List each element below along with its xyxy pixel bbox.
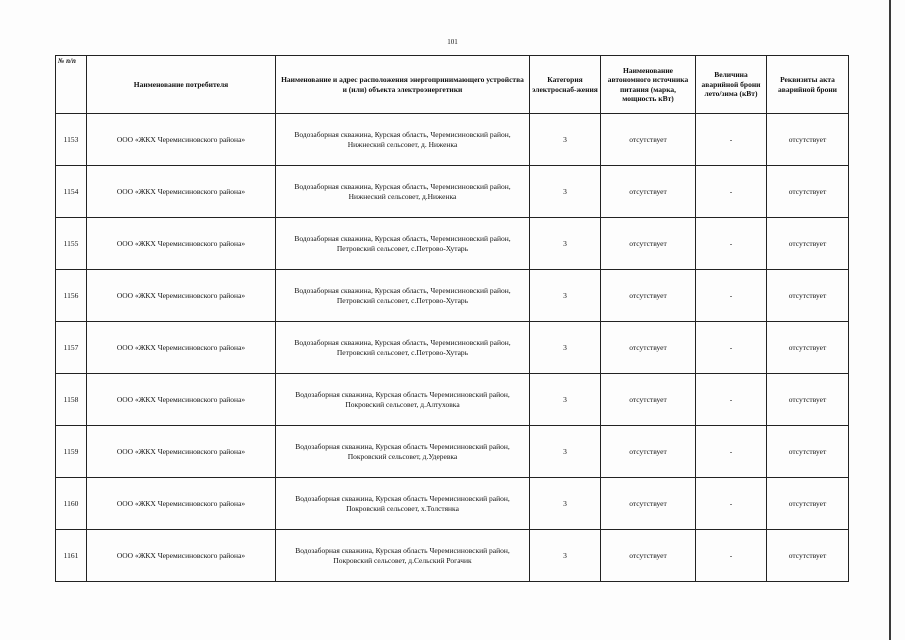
table-row	[56, 218, 849, 270]
cell-consumer: ООО «ЖКХ Черемисиновского района»	[87, 426, 276, 478]
cell-category: 3	[530, 530, 601, 582]
cell-source: отсутствует	[601, 114, 696, 166]
cell-category: 3	[530, 478, 601, 530]
cell-object: Водозаборная скважина, Курская область Черемисиновский район, Покровский сельсовет, д.Удеревка	[276, 426, 530, 478]
cell-source: отсутствует	[601, 530, 696, 582]
cell-reserve: -	[696, 530, 767, 582]
cell-reserve: -	[696, 218, 767, 270]
cell-object: Водозаборная скважина, Курская область, Черемисиновский район, Петровский сельсовет, с.Петрово-Хутарь	[276, 270, 530, 322]
table-row	[56, 478, 849, 530]
cell-act: отсутствует	[767, 374, 849, 426]
cell-num: 1158	[56, 374, 87, 426]
header-source: Наименование автономного источника питания (марка, мощность кВт)	[601, 56, 696, 114]
cell-object: Водозаборная скважина, Курская область Черемисиновский район, Покровский сельсовет, х.Толстянка	[276, 478, 530, 530]
cell-act: отсутствует	[767, 530, 849, 582]
cell-source: отсутствует	[601, 426, 696, 478]
table-row	[56, 426, 849, 478]
cell-num: 1157	[56, 322, 87, 374]
cell-consumer: ООО «ЖКХ Черемисиновского района»	[87, 374, 276, 426]
cell-reserve: -	[696, 478, 767, 530]
cell-act: отсутствует	[767, 270, 849, 322]
cell-source: отсутствует	[601, 270, 696, 322]
cell-act: отсутствует	[767, 166, 849, 218]
header-reserve: Величина аварийной брони лето/зима (кВт)	[696, 56, 767, 114]
cell-category: 3	[530, 114, 601, 166]
cell-reserve: -	[696, 374, 767, 426]
table-row	[56, 374, 849, 426]
cell-source: отсутствует	[601, 374, 696, 426]
cell-object: Водозаборная скважина, Курская область, Черемисиновский район, Петровский сельсовет, с.Петрово-Хутарь	[276, 322, 530, 374]
cell-category: 3	[530, 426, 601, 478]
cell-act: отсутствует	[767, 426, 849, 478]
cell-consumer: ООО «ЖКХ Черемисиновского района»	[87, 478, 276, 530]
cell-source: отсутствует	[601, 322, 696, 374]
cell-num: 1153	[56, 114, 87, 166]
table-row	[56, 322, 849, 374]
header-act: Реквизиты акта аварийной брони	[767, 56, 849, 114]
cell-category: 3	[530, 270, 601, 322]
cell-source: отсутствует	[601, 478, 696, 530]
cell-consumer: ООО «ЖКХ Черемисиновского района»	[87, 530, 276, 582]
cell-act: отсутствует	[767, 218, 849, 270]
header-num: № п/п	[56, 56, 87, 114]
cell-num: 1154	[56, 166, 87, 218]
header-consumer: Наименование потребителя	[87, 56, 276, 114]
cell-reserve: -	[696, 114, 767, 166]
cell-object: Водозаборная скважина, Курская область, Черемисиновский район, Нижнеский сельсовет, д. Ниженка	[276, 114, 530, 166]
table-row	[56, 166, 849, 218]
cell-consumer: ООО «ЖКХ Черемисиновского района»	[87, 218, 276, 270]
cell-source: отсутствует	[601, 218, 696, 270]
cell-reserve: -	[696, 426, 767, 478]
reserve-table	[55, 55, 849, 582]
cell-num: 1161	[56, 530, 87, 582]
cell-object: Водозаборная скважина, Курская область, Черемисиновский район, Нижнеский сельсовет, д.Ниженка	[276, 166, 530, 218]
cell-consumer: ООО «ЖКХ Черемисиновского района»	[87, 114, 276, 166]
page-number: 101	[447, 38, 458, 46]
cell-act: отсутствует	[767, 478, 849, 530]
cell-category: 3	[530, 374, 601, 426]
cell-object: Водозаборная скважина, Курская область, Черемисиновский район, Петровский сельсовет, с.Петрово-Хутарь	[276, 218, 530, 270]
header-object: Наименование и адрес расположения энергопринимающего устройства и (или) объекта электроэнергетики	[276, 56, 530, 114]
cell-reserve: -	[696, 166, 767, 218]
cell-act: отсутствует	[767, 322, 849, 374]
cell-num: 1156	[56, 270, 87, 322]
table-row	[56, 530, 849, 582]
cell-category: 3	[530, 218, 601, 270]
cell-reserve: -	[696, 270, 767, 322]
cell-num: 1159	[56, 426, 87, 478]
cell-consumer: ООО «ЖКХ Черемисиновского района»	[87, 270, 276, 322]
table-row	[56, 270, 849, 322]
table-row	[56, 114, 849, 166]
header-row	[56, 56, 849, 114]
page-edge-shadow	[889, 0, 891, 640]
cell-num: 1155	[56, 218, 87, 270]
cell-source: отсутствует	[601, 166, 696, 218]
cell-object: Водозаборная скважина, Курская область Черемисиновский район, Покровский сельсовет, д.Сельский Рогачик	[276, 530, 530, 582]
cell-consumer: ООО «ЖКХ Черемисиновского района»	[87, 322, 276, 374]
cell-category: 3	[530, 166, 601, 218]
cell-consumer: ООО «ЖКХ Черемисиновского района»	[87, 166, 276, 218]
cell-reserve: -	[696, 322, 767, 374]
cell-act: отсутствует	[767, 114, 849, 166]
cell-object: Водозаборная скважина, Курская область Черемисиновский район, Покровский сельсовет, д.Алтуховка	[276, 374, 530, 426]
cell-category: 3	[530, 322, 601, 374]
cell-num: 1160	[56, 478, 87, 530]
header-category: Категория электроснаб-жения	[530, 56, 601, 114]
